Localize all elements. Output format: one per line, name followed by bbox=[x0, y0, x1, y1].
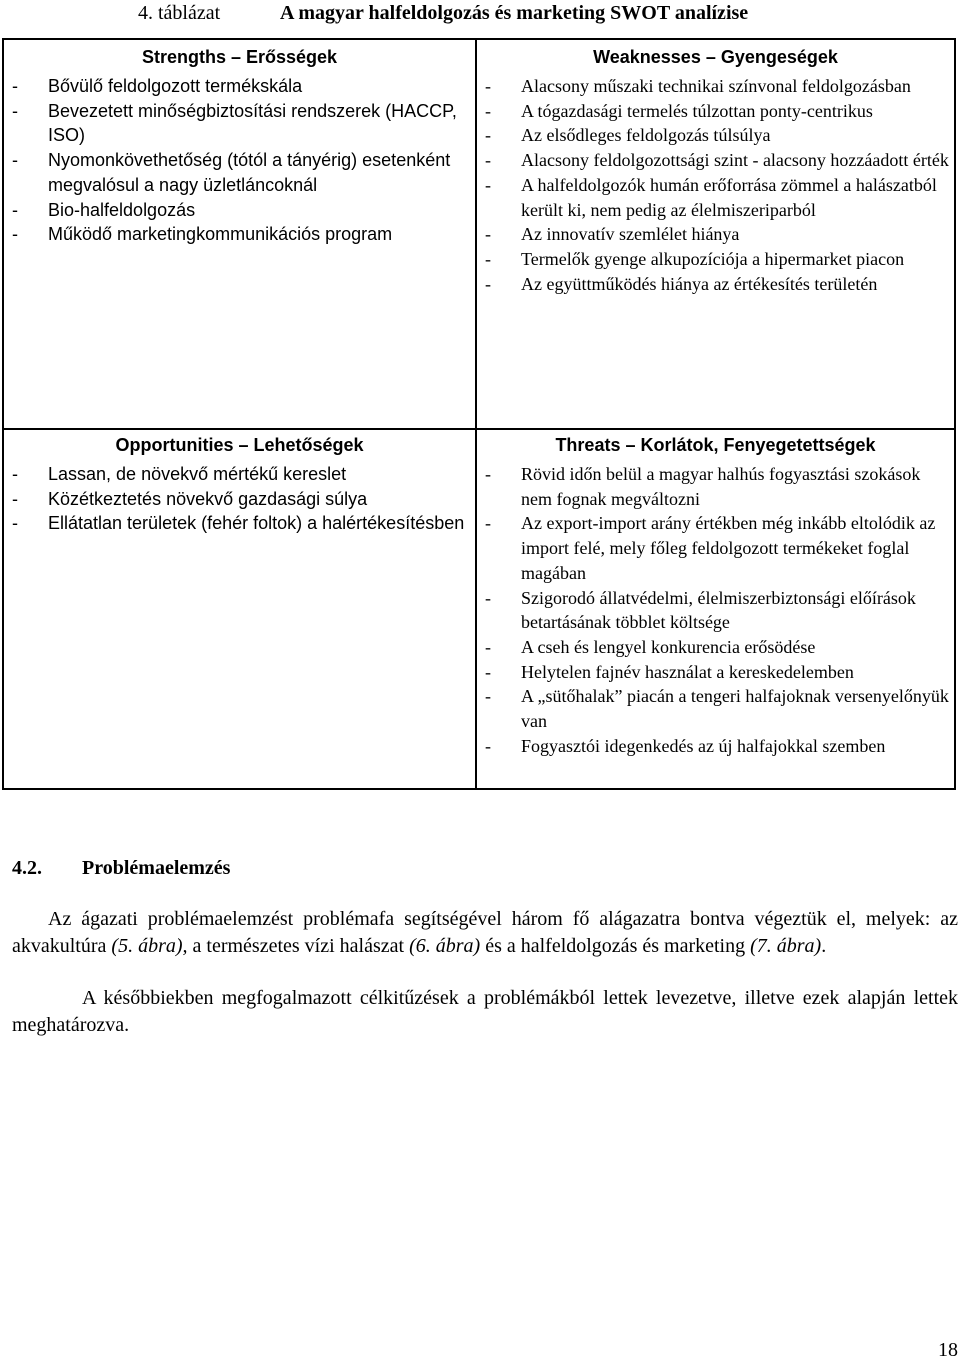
list-item: - Helytelen fajnév használat a kereskedelemben bbox=[483, 660, 950, 685]
list-item: - Működő marketingkommunikációs program bbox=[10, 222, 471, 247]
list-item: - A „sütőhalak” piacán a tengeri halfajoknak versenyelőnyük van bbox=[483, 684, 950, 733]
threats-list bbox=[477, 462, 954, 758]
list-item: - Az elsődleges feldolgozás túlsúlya bbox=[483, 123, 950, 148]
figure-ref-6: (6. ábra) bbox=[409, 934, 481, 957]
page-number: 18 bbox=[938, 1339, 958, 1361]
figure-ref-7: (7. ábra) bbox=[750, 934, 822, 957]
list-item: - Termelők gyenge alkupozíciója a hipermarket piacon bbox=[483, 247, 950, 272]
list-item: - Alacsony műszaki technikai színvonal feldolgozásban bbox=[483, 74, 950, 99]
opportunities-heading: Opportunities – Lehetőségek bbox=[115, 435, 364, 455]
strengths-cell bbox=[3, 39, 476, 429]
paragraph1-text-3: és a halfeldolgozás és marketing bbox=[480, 934, 751, 957]
list-item: - Alacsony feldolgozottsági szint - alacsony hozzáadott érték bbox=[483, 148, 950, 173]
list-item: - Bővülő feldolgozott termékskála bbox=[10, 74, 471, 99]
paragraph1-text-2: a természetes vízi halászat bbox=[187, 934, 410, 957]
opportunities-list bbox=[4, 462, 475, 536]
table-title: A magyar halfeldolgozás és marketing SWOT analízise bbox=[280, 2, 749, 24]
threats-heading: Threats – Korlátok, Fenyegetettségek bbox=[555, 435, 876, 455]
table-number: 4. táblázat bbox=[138, 2, 221, 24]
list-item: - Lassan, de növekvő mértékű kereslet bbox=[10, 462, 471, 487]
list-item: - Az együttműködés hiánya az értékesítés területén bbox=[483, 272, 950, 297]
list-item: - Az innovatív szemlélet hiánya bbox=[483, 222, 950, 247]
list-item: - Ellátatlan területek (fehér foltok) a halértékesítésben bbox=[10, 511, 471, 536]
table-caption bbox=[0, 0, 960, 26]
section-number: 4.2. bbox=[12, 857, 42, 879]
list-item: - Fogyasztói idegenkedés az új halfajokkal szemben bbox=[483, 734, 950, 759]
strengths-list bbox=[4, 74, 475, 247]
list-item: - Bio-halfeldolgozás bbox=[10, 198, 471, 223]
weaknesses-heading: Weaknesses – Gyengeségek bbox=[593, 47, 838, 67]
weaknesses-list bbox=[477, 74, 954, 296]
strengths-heading: Strengths – Erősségek bbox=[141, 47, 338, 67]
opportunities-cell bbox=[3, 429, 476, 789]
paragraph-problem-analysis bbox=[12, 906, 958, 959]
paragraph1-text-1: Az ágazati problémaelemzést problémafa segítségével három fő alágazatra bontva végeztük el, melyek: az akvakultúra bbox=[12, 908, 958, 957]
weaknesses-cell bbox=[476, 39, 955, 429]
paragraph-objectives: A későbbiekben megfogalmazott célkitűzések a problémákból lettek levezetve, illetve ezek alapján lettek meghatározva. bbox=[12, 987, 958, 1036]
list-item: - Rövid időn belül a magyar halhús fogyasztási szokások nem fognak megváltozni bbox=[483, 462, 950, 511]
list-item: - Közétkeztetés növekvő gazdasági súlya bbox=[10, 487, 471, 512]
figure-ref-5: (5. ábra), bbox=[111, 934, 188, 957]
threats-cell bbox=[476, 429, 955, 789]
list-item: - Bevezetett minőségbiztosítási rendszerek (HACCP, ISO) bbox=[10, 99, 471, 148]
list-item: - Nyomonkövethetőség (tótól a tányérig) esetenként megvalósul a nagy üzletláncoknál bbox=[10, 148, 471, 197]
list-item: - Szigorodó állatvédelmi, élelmiszerbiztonsági előírások betartásának többlet költsége bbox=[483, 586, 950, 635]
swot-table bbox=[2, 38, 956, 790]
section-title: Problémaelemzés bbox=[82, 857, 231, 879]
list-item: - A halfeldolgozók humán erőforrása zömmel a halászatból került ki, nem pedig az élelmiszeriparból bbox=[483, 173, 950, 222]
list-item: - A tógazdasági termelés túlzottan ponty-centrikus bbox=[483, 99, 950, 124]
paragraph1-text-4: . bbox=[821, 934, 827, 957]
list-item: - A cseh és lengyel konkurencia erősödése bbox=[483, 635, 950, 660]
list-item: - Az export-import arány értékben még inkább eltolódik az import felé, mely főleg feldolgozott termékeket foglal magában bbox=[483, 511, 950, 585]
